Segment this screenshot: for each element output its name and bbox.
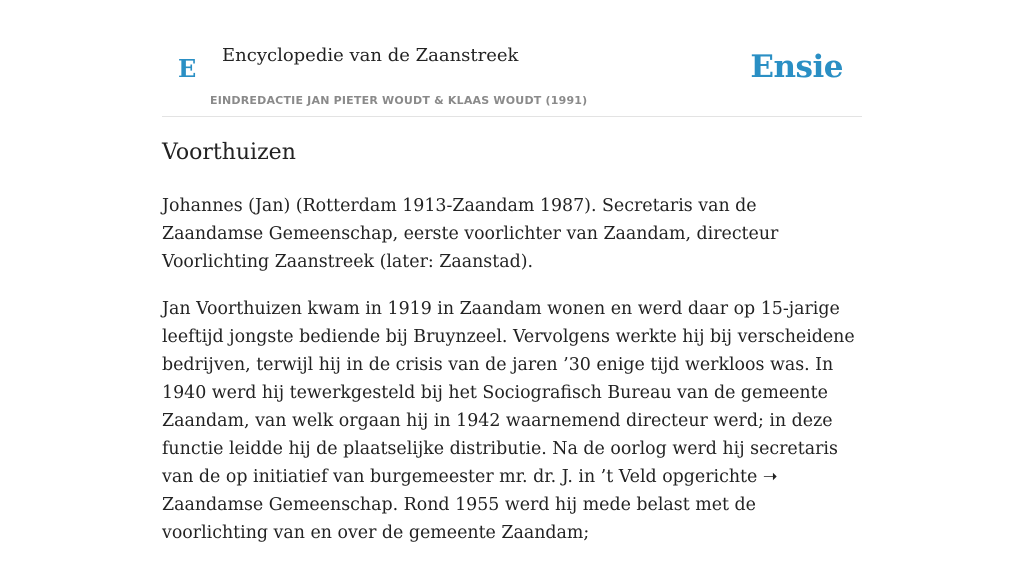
entry-paragraph: [162, 295, 862, 547]
ensie-logo[interactable]: Ensie: [750, 49, 843, 85]
book-editors: EINDREDACTIE JAN PIETER WOUDT & KLAAS WOUDT (1991): [210, 94, 588, 107]
entry-paragraph: Johannes (Jan) (Rotterdam 1913-Zaandam 1987). Secretaris van de Zaandamse Gemeenschap, eerste voorlichter van Zaandam, directeur Voorlichting Zaanstreek (later: Zaanstad).: [162, 196, 779, 272]
book-title-link[interactable]: Encyclopedie van de Zaanstreek: [222, 45, 519, 66]
paragraph-text: Jan Voorthuizen kwam in 1919 in Zaandam wonen en werd daar op 15-jarige leeftijd jongste bediende bij Bruynzeel. Vervolgens werkte hij bij verscheidene bedrijven, terwijl hij in de crisis van de jaren ’30 enige tijd werkloos was. In 1940 werd hij tewerkgesteld bij het Sociografisch Bureau van de gemeente Zaandam, van welk orgaan hij in 1942 waarnemend directeur werd; in deze functie leidde hij de plaatselijke distributie. Na de oorlog werd hij secretaris van de op initiatief van burgemeester mr. dr. J. in ’t Veld opgerichte: [162, 299, 855, 487]
link-zaandamse-gemeenschap[interactable]: Zaandamse Gemeenschap: [162, 495, 393, 515]
header: [162, 0, 862, 117]
arrow-right-icon: ➝: [762, 467, 778, 487]
entry-body: [162, 192, 862, 566]
page: [162, 0, 862, 543]
book-initial-badge[interactable]: E: [178, 54, 197, 83]
entry-title: Voorthuizen: [162, 140, 296, 165]
paragraph-text: . Rond 1955 werd hij mede belast met de voorlichting van en over de gemeente Zaandam;: [162, 495, 756, 543]
